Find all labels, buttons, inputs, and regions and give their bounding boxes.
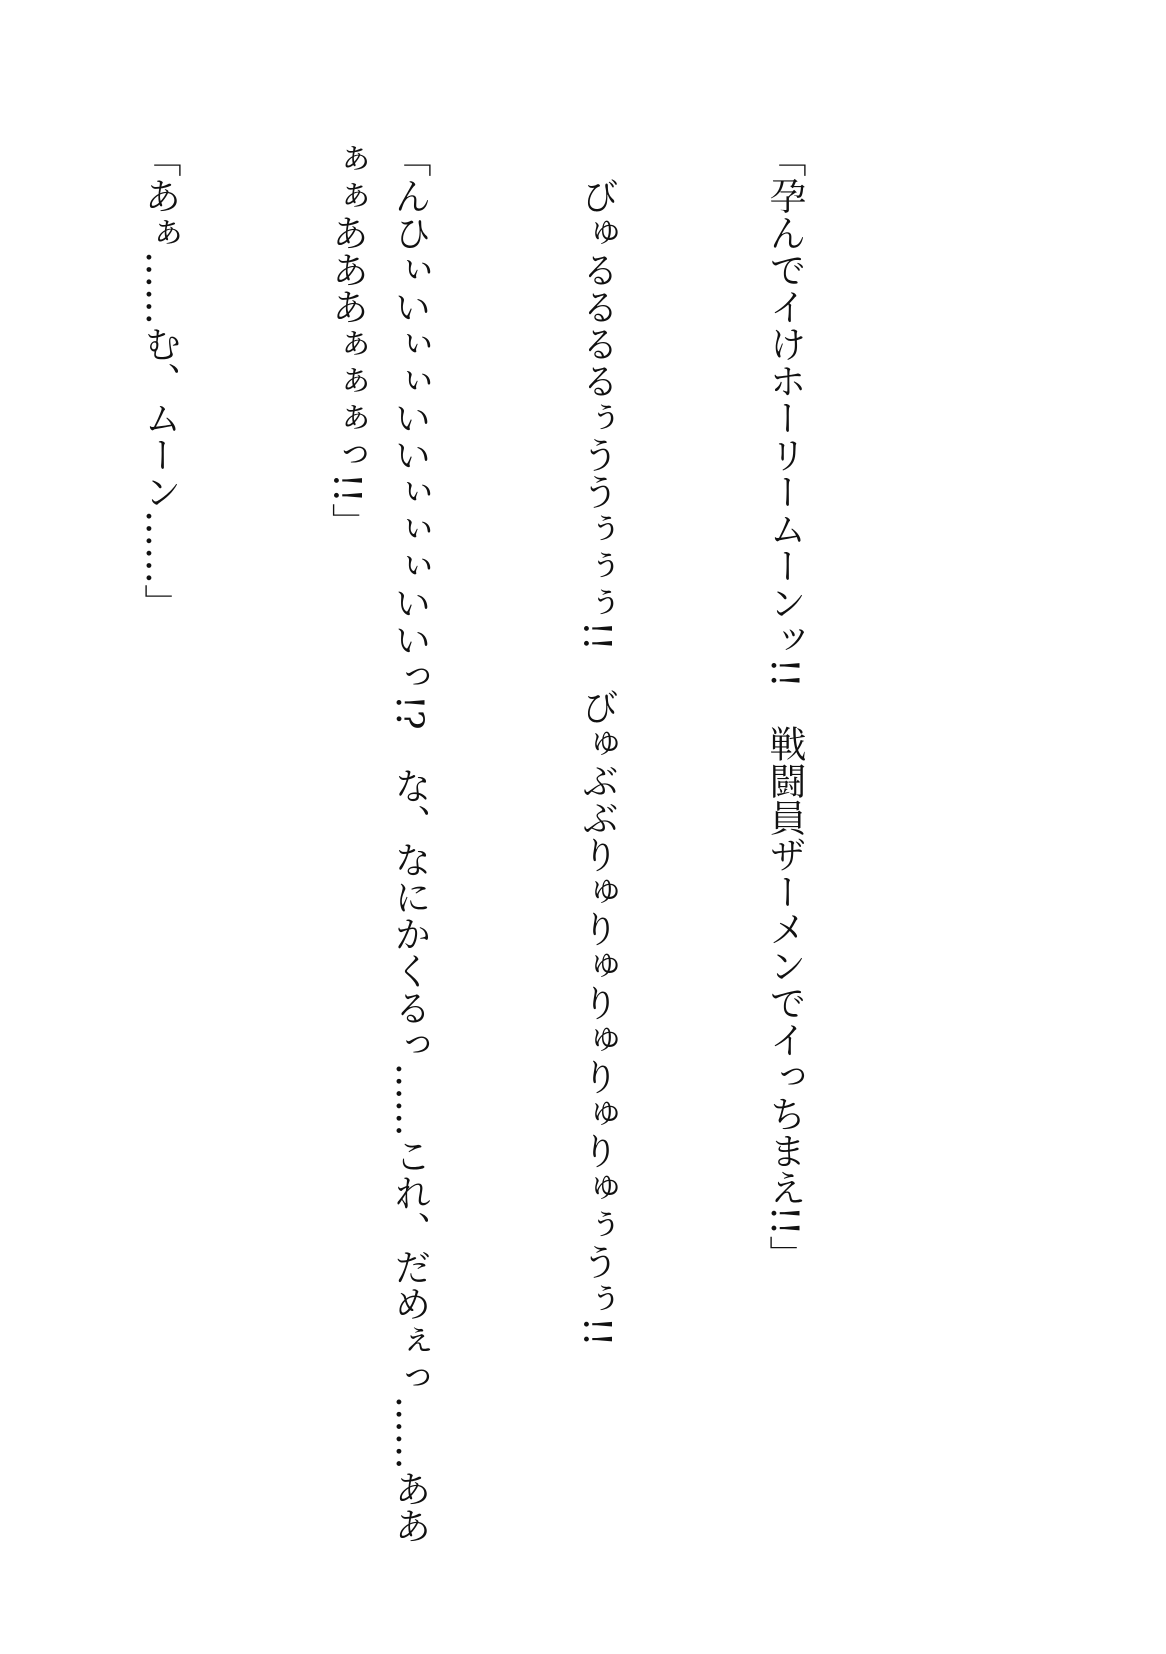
paragraph: 「孕んでイけホーリームーンッ!! 戦闘員ザーメンでイっちまえ!!」 [763,140,806,1273]
vertical-text-body [60,140,940,1560]
paragraph: びゅるるるるぅううぅぅぅ!! びゅぶぶりゅりゅりゅりゅりゅぅうぅ!! [575,140,619,1347]
paragraph: 「あぁ……む、ムーン……」 [138,140,181,621]
paragraph: 「んひぃいぃぃいいぃぃぃいいっ!? な、なにかくるっ……これ、だめぇっ……ああぁぁあああぁぁぁっ!!」 [325,140,431,1544]
